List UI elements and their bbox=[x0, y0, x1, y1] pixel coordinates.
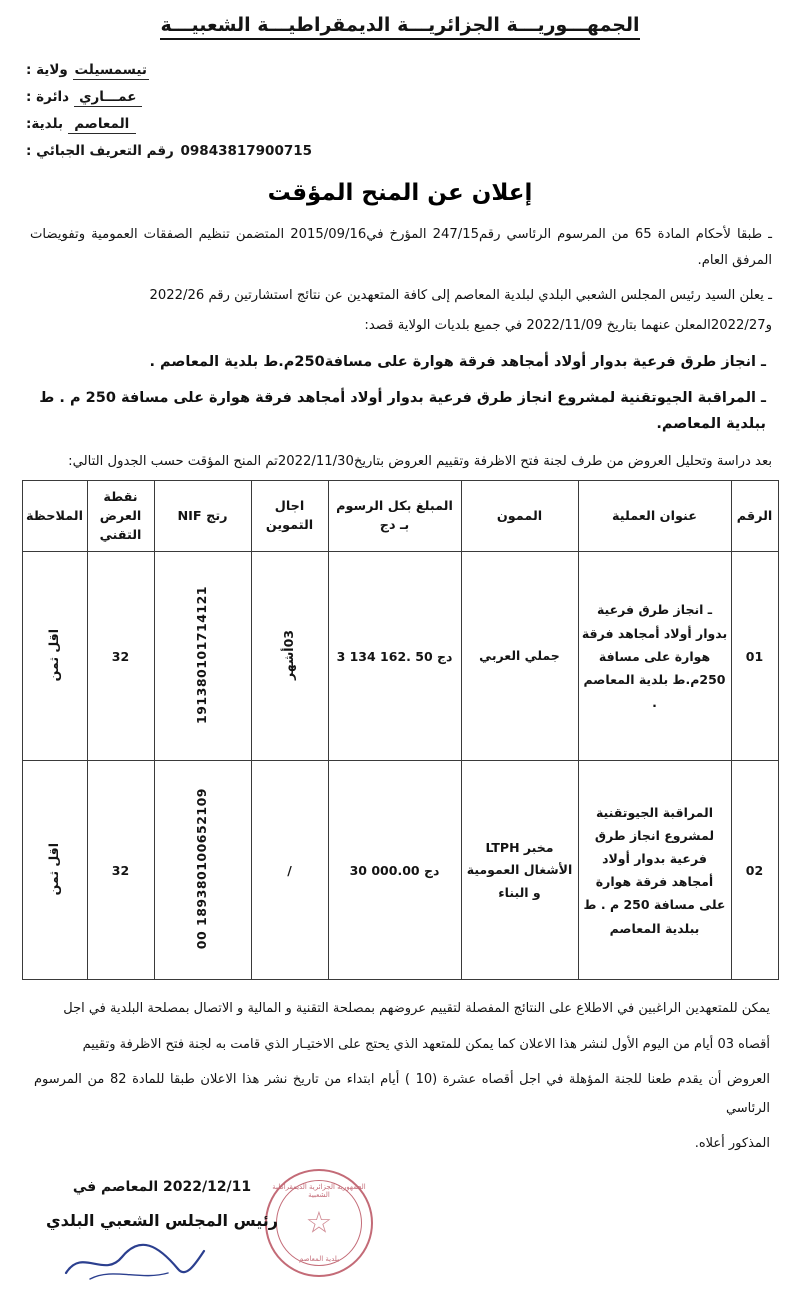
signature-date: 2022/12/11 bbox=[163, 1178, 252, 1195]
cell-delay-text: 03أشهر bbox=[281, 629, 297, 680]
header-nif: رتج NIF bbox=[154, 481, 251, 552]
signatory-title: رئيس المجلس الشعبي البلدي bbox=[46, 1210, 278, 1230]
results-table bbox=[22, 480, 779, 980]
administrative-block bbox=[0, 62, 800, 160]
footer-paragraph-2: أقصاه 03 أيام من اليوم الأول لنشر هذا الاعلان كما يمكن للمتعهد الذي يحتج على الاختيـار الذي قامت به لجنة فتح الاظرفة وتقييم bbox=[82, 1036, 770, 1052]
stamp-bottom-text: بلدية المعاصم bbox=[298, 1254, 340, 1263]
cell-remark bbox=[22, 552, 87, 761]
daira-value: عمـــاري bbox=[74, 89, 142, 107]
results-table-body bbox=[22, 552, 778, 980]
cell-nif-text: 189380100652109 00 bbox=[194, 788, 210, 950]
cell-score: 32 bbox=[87, 761, 154, 980]
cell-num: 02 bbox=[731, 761, 778, 980]
cell-amount: 3 134 162. 50 دج bbox=[328, 552, 461, 761]
cell-remark bbox=[22, 761, 87, 980]
cell-num: 01 bbox=[731, 552, 778, 761]
cell-remark-text: اقل ثمن bbox=[46, 628, 62, 681]
header-num: الرقم bbox=[731, 481, 778, 552]
signature-date-line bbox=[46, 1179, 278, 1195]
cell-delay bbox=[251, 552, 328, 761]
footer-paragraph-4: المذكور أعلاه. bbox=[694, 1136, 770, 1152]
wilaya-label: ولاية : bbox=[26, 62, 68, 78]
stamp-top-text: الجمهورية الجزائرية الديمقراطية الشعبية bbox=[272, 1182, 366, 1199]
cell-delay: / bbox=[251, 761, 328, 980]
signature-area bbox=[0, 1173, 800, 1293]
handwritten-signature-icon bbox=[60, 1239, 210, 1283]
stamp-emblem-icon: ☆ bbox=[305, 1205, 333, 1241]
fiscal-id-label: رقم التعريف الجبائي : bbox=[26, 143, 174, 159]
cell-amount: 30 000.00 دج bbox=[328, 761, 461, 980]
republic-heading bbox=[0, 14, 800, 40]
official-stamp-icon bbox=[265, 1169, 373, 1277]
cell-nif bbox=[154, 552, 251, 761]
cell-object: ـ انجاز طرق فرعية بدوار أولاد أمجاهد فرقة هوارة على مسافة 250م.ط بلدية المعاصم . bbox=[578, 552, 731, 761]
footer-paragraph-3: العروض أن يقدم طعنا للجنة المؤهلة في اجل أقصاه عشرة (10 ) أيام ابتداء من تاريخ نشر هذا الاعلان طبقا للمادة 82 من المرسوم الرئاسي bbox=[34, 1071, 771, 1117]
cell-supplier: مخبر LTPH الأشغال العمومية و البناء bbox=[461, 761, 578, 980]
fiscal-id-line bbox=[26, 143, 800, 160]
cell-remark-text: اقل ثمن bbox=[46, 842, 62, 895]
announcement-line-1: ـ يعلن السيد رئيس المجلس الشعبي البلدي لبلدية المعاصم إلى كافة المتعهدين عن نتائج استشارتين رقم 2022/26 bbox=[149, 288, 772, 304]
table-row bbox=[22, 552, 778, 761]
cell-nif-text: 191380101714121 bbox=[194, 585, 210, 724]
header-amount: المبلغ بكل الرسوم بـ دج bbox=[328, 481, 461, 552]
commune-label: بلدية: bbox=[26, 116, 64, 132]
cell-supplier: جملي العربي bbox=[461, 552, 578, 761]
table-lead-paragraph: بعد دراسة وتحليل العروض من طرف لجنة فتح الاظرفة وتقييم العروض بتاريخ2022/11/30تم المنح المؤقت حسب الجدول التالي: bbox=[68, 454, 772, 470]
republic-heading-text: الجمهـــوريـــة الجزائريـــة الديمقراطيـــة الشعبيـــة bbox=[160, 14, 639, 40]
operation-bullet-1: ـ انجاز طرق فرعية بدوار أولاد أمجاهد فرقة هوارة على مسافة250م.ط بلدية المعاصم . bbox=[149, 353, 766, 370]
document-page bbox=[0, 14, 800, 1263]
cell-object: المراقبة الجيوتقنية لمشروع انجاز طرق فرعية بدوار أولاد أمجاهد فرقة هوارة على مسافة 250 م . ط ببلدية المعاصم bbox=[578, 761, 731, 980]
commune-line bbox=[26, 116, 800, 134]
wilaya-value: تيسمسيلت bbox=[74, 62, 147, 78]
wilaya-line bbox=[26, 62, 800, 80]
fiscal-id-value: 09843817900715 bbox=[180, 143, 313, 159]
commune-value: المعاصم bbox=[68, 116, 136, 134]
results-table-header bbox=[22, 481, 778, 552]
legal-reference-paragraph: ـ طبقا لأحكام المادة 65 من المرسوم الرئاسي رقم247/15 المؤرخ في2015/09/16 المتضمن تنظيم الصفقات العمومية وتفويضات المرفق العام. bbox=[30, 227, 772, 268]
announcement-line-2: و2022/27المعلن عنهما بتاريخ 2022/11/09 في جميع بلديات الولاية قصد: bbox=[364, 318, 772, 334]
signature-block bbox=[46, 1179, 278, 1230]
header-delay: اجال التموين bbox=[251, 481, 328, 552]
operation-bullet-2: ـ المراقبة الجيوتقنية لمشروع انجاز طرق فرعية بدوار أولاد أمجاهد فرقة هوارة على مسافة 250 م . ط ببلدية المعاصم. bbox=[39, 390, 766, 433]
table-row bbox=[22, 761, 778, 980]
signature-place-label: المعاصم في bbox=[72, 1178, 159, 1195]
cell-nif bbox=[154, 761, 251, 980]
table-header-row bbox=[22, 481, 778, 552]
document-title: إعلان عن المنح المؤقت bbox=[267, 180, 533, 206]
footer-paragraph-1: يمكن للمتعهدين الراغبين في الاطلاع على النتائج المفصلة لتقييم عروضهم بمصلحة التقنية و المالية و الاتصال بمصلحة البلدية في اجل bbox=[63, 1001, 770, 1017]
header-object: عنوان العملية bbox=[578, 481, 731, 552]
header-supplier: الممون bbox=[461, 481, 578, 552]
daira-line bbox=[26, 89, 800, 107]
header-score: نقطة العرض التقني bbox=[87, 481, 154, 552]
daira-label: دائرة : bbox=[26, 89, 70, 105]
header-remark: الملاحظة bbox=[22, 481, 87, 552]
cell-score: 32 bbox=[87, 552, 154, 761]
